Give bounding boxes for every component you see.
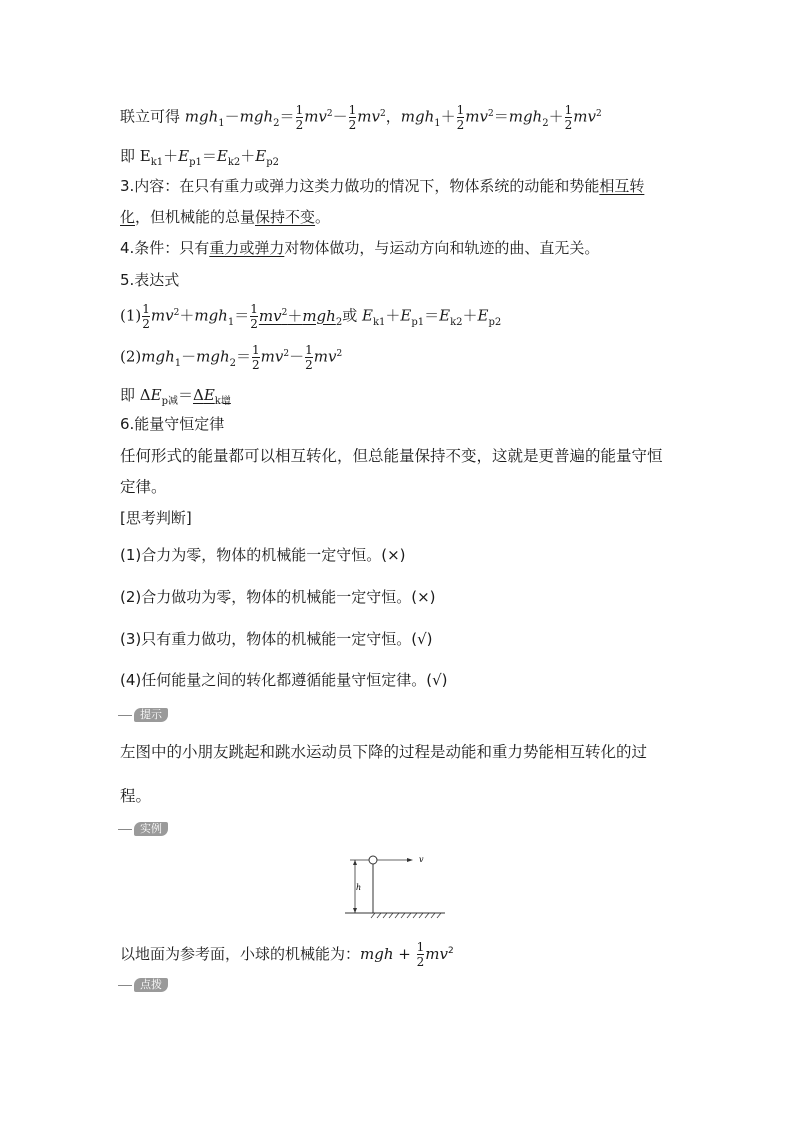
velocity-arrowhead bbox=[407, 858, 413, 862]
hint-tag-label: 提示 bbox=[134, 708, 168, 722]
ground-hatching bbox=[371, 913, 441, 918]
velocity-label: v bbox=[419, 855, 424, 864]
item-6-body: 任何形式的能量都可以相互转化，但总能量保持不变，这就是更普遍的能量守恒 bbox=[120, 447, 663, 465]
tip-tag bbox=[118, 978, 168, 992]
energy-equation-line: 即 $E_{k1}+E_{p1}=E_{k2}+E_{p2}$ bbox=[120, 147, 279, 168]
think-item-3: (3)只有重力做功，物体的机械能一定守恒。(√) bbox=[120, 630, 433, 648]
ball bbox=[369, 856, 377, 864]
expression-2: (2)mgh$_1$－mgh$_2$＝ $\frac{1}{2}$ $mv^2-$ $\frac{1}{2}$ $mv^2$ bbox=[120, 343, 343, 372]
think-item-1: (1)合力为零，物体的机械能一定守恒。(×) bbox=[120, 546, 406, 564]
height-arrow-top bbox=[353, 860, 357, 865]
tag-line bbox=[118, 829, 132, 830]
hint-text: 左图中的小朋友跳起和跳水运动员下降的过程是动能和重力势能相互转化的过 bbox=[120, 743, 648, 761]
expression-1: (1) $\frac{1}{2}$ $mv^2+mgh_1=$ $\frac{1}{2}$ $mv^2+mgh_2$或 $E_{k1}+E_{p1}=E_{k2}+E_{p2}$ bbox=[120, 302, 502, 331]
ball-on-post-figure bbox=[345, 850, 455, 920]
fraction: $\frac{1}{2}$ bbox=[456, 103, 465, 132]
fraction: $\frac{1}{2}$ bbox=[348, 103, 357, 132]
hint-text-cont: 程。 bbox=[120, 787, 152, 805]
height-arrow-bottom bbox=[353, 908, 357, 913]
item-4-condition: 4.条件：只有重力或弹力对物体做功，与运动方向和轨迹的曲、直无关。 bbox=[120, 239, 600, 257]
delta-energy-line: 即 $\Delta E_{p减}=\Delta E_{k增}$ bbox=[120, 386, 231, 407]
think-item-2: (2)合力做功为零，物体的机械能一定守恒。(×) bbox=[120, 588, 436, 606]
item-6-body-cont: 定律。 bbox=[120, 478, 167, 496]
hint-tag bbox=[118, 708, 168, 722]
item-5-title: 5.表达式 bbox=[120, 271, 180, 289]
think-item-4: (4)任何能量之间的转化都遵循能量守恒定律。(√) bbox=[120, 671, 448, 689]
item-6-title: 6.能量守恒定律 bbox=[120, 415, 225, 433]
tag-line bbox=[118, 715, 132, 716]
fraction: $\frac{1}{2}$ bbox=[564, 103, 573, 132]
height-label: h bbox=[356, 883, 362, 892]
item-3-content: 3.内容：在只有重力或弹力这类力做功的情况下，物体系统的动能和势能相互转 bbox=[120, 177, 645, 195]
think-heading: [思考判断] bbox=[120, 509, 192, 527]
example-text: 以地面为参考面，小球的机械能为：mgh + $\frac{1}{2}$ $mv^2$ bbox=[120, 940, 454, 969]
tip-tag-label: 点拨 bbox=[134, 978, 168, 992]
combined-formula-line: 联立可得 mgh$_1$－mgh$_2$＝ $\frac{1}{2}$ $mv^2-$ $\frac{1}{2}$ $mv^2$，mgh$_1$＋ $\frac{1}{2}$ $mv^2=mgh_2+$ $\frac{1}{2}$ $mv^2$ bbox=[120, 103, 602, 132]
tag-line bbox=[118, 985, 132, 986]
item-3-content-cont: 化，但机械能的总量保持不变。 bbox=[120, 208, 331, 226]
fraction: $\frac{1}{2}$ bbox=[295, 103, 304, 132]
example-tag-label: 实例 bbox=[134, 822, 168, 836]
example-tag bbox=[118, 822, 168, 836]
